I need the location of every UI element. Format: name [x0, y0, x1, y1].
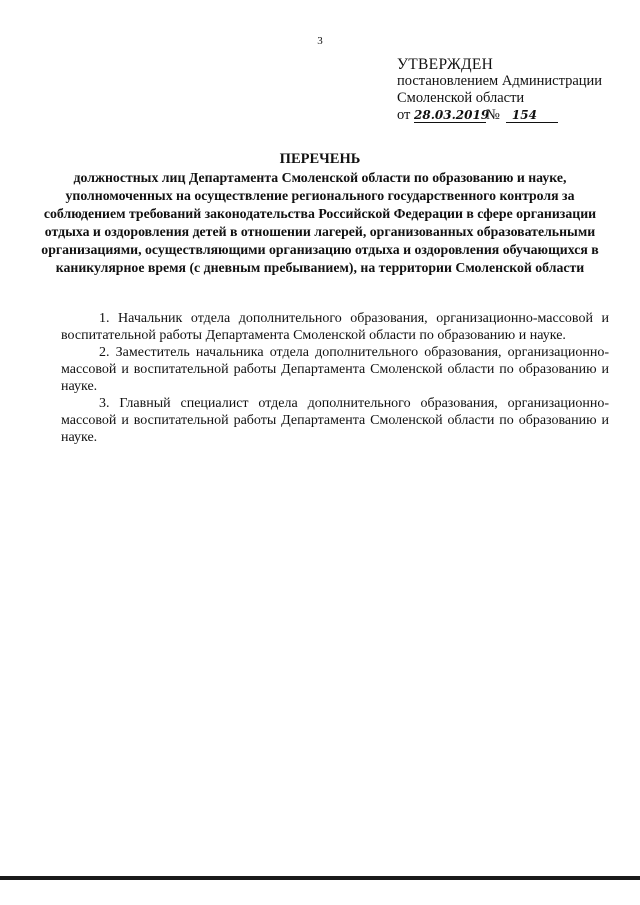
approval-date-line: [397, 107, 637, 124]
list-item: 3. Главный специалист отдела дополнительного образования, организационно-массовой и воспитательной работы Департамента Смоленской области по образованию и науке.: [61, 396, 609, 445]
approval-label: УТВЕРЖДЕН: [397, 56, 494, 73]
bottom-scan-edge: [0, 876, 640, 880]
list-item: 2. Заместитель начальника отдела дополнительного образования, организационно-массовой и воспитательной работы Департамента Смоленской области по образованию и науке.: [61, 345, 609, 394]
approval-block: [397, 56, 637, 124]
approval-line-1: постановлением Администрации: [397, 73, 603, 89]
document-heading: [40, 150, 600, 277]
list-item: 1. Начальник отдела дополнительного образования, организационно-массовой и воспитательной работы Департамента Смоленской области по образованию и науке.: [61, 311, 609, 343]
page-number: 3: [317, 35, 323, 47]
handwritten-number: 154: [506, 109, 558, 123]
date-prefix: от: [397, 107, 411, 123]
handwritten-date: 28.03.2019: [414, 108, 490, 122]
number-prefix: №: [486, 107, 500, 123]
positions-list: [61, 310, 609, 446]
document-subtitle: должностных лиц Департамента Смоленской области по образованию и науке, уполномоченных на осуществление регионального государственного контроля за соблюдением требований законодательства Российской Федерации в сфере организации отдыха и оздоровления детей в отношении лагерей, организованных образовательными организациями, осуществляющими организацию отдыха и оздоровления обучающихся в каникулярное время (с дневным пребыванием), на территории Смоленской области: [41, 170, 599, 275]
document-title: ПЕРЕЧЕНЬ: [279, 151, 361, 167]
approval-line-2: Смоленской области: [397, 90, 525, 106]
